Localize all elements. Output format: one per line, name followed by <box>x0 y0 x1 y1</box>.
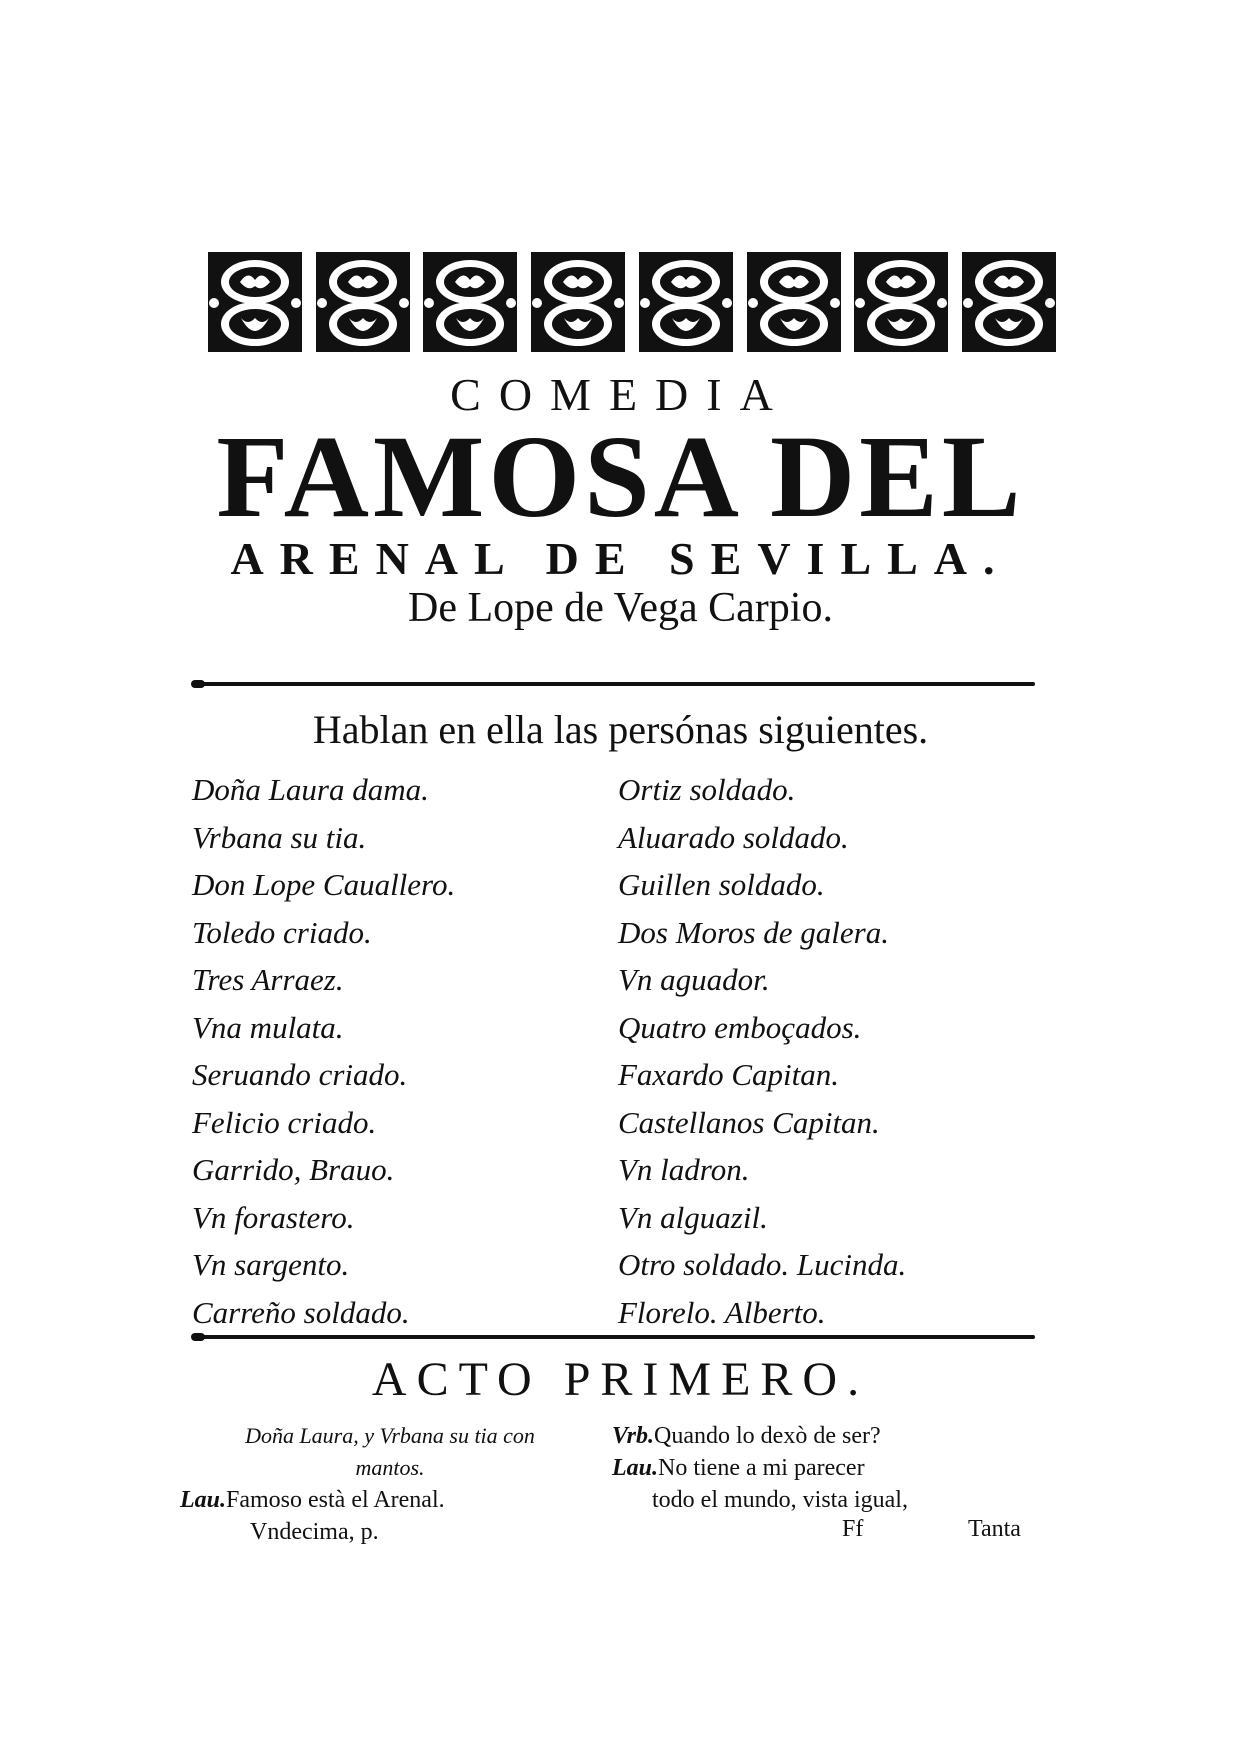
play-column-right <box>612 1420 1052 1516</box>
cast-item: Ortiz soldado. <box>618 772 796 807</box>
title-comedia: COMEDIA <box>450 369 791 420</box>
cast-item: Florelo. Alberto. <box>618 1294 826 1330</box>
ornament-icon <box>208 252 302 352</box>
ornament-icon <box>531 252 625 352</box>
cast-item: Guillen soldado. <box>618 867 825 902</box>
speaker-label: Vrb. <box>612 1423 655 1449</box>
cast-item: Vn sargento. <box>192 1247 350 1282</box>
ornament-icon <box>316 252 410 352</box>
cast-item: Don Lope Cauallero. <box>192 867 456 902</box>
cast-list-left <box>192 766 455 1336</box>
ornament-icon <box>639 252 733 352</box>
verse-line: Famoso està el Arenal. <box>226 1487 445 1513</box>
title-famosa-del: FAMOSA DEL <box>216 411 1025 542</box>
cast-item: Castellanos Capitan. <box>618 1104 880 1140</box>
cast-item: Aluarado soldado. <box>618 819 849 855</box>
signature-mark: Ff <box>842 1516 864 1542</box>
cast-item: Doña Laura dama. <box>192 772 429 807</box>
speaker-label: Lau. <box>180 1487 227 1513</box>
cast-item: Vn aguador. <box>618 962 770 997</box>
cast-item: Vn ladron. <box>618 1152 750 1187</box>
speaker-label: Lau. <box>612 1455 659 1481</box>
divider-rule <box>197 1335 1035 1339</box>
cast-item: Felicio criado. <box>192 1104 377 1140</box>
cast-item: Vn forastero. <box>192 1199 355 1235</box>
author-line: De Lope de Vega Carpio. <box>408 585 833 631</box>
cast-item: Toledo criado. <box>192 914 372 950</box>
catchword: Tanta <box>968 1516 1021 1542</box>
ornament-icon <box>423 252 517 352</box>
stage-direction: Doña Laura, y Vrbana su tia con mantos. <box>245 1423 535 1480</box>
cast-item: Carreño soldado. <box>192 1294 410 1330</box>
ornament-icon <box>854 252 948 352</box>
cast-item: Vn alguazil. <box>618 1199 768 1235</box>
cast-item: Vrbana su tia. <box>192 819 367 855</box>
cast-item: Otro soldado. Lucinda. <box>618 1247 907 1282</box>
cast-item: Garrido, Brauo. <box>192 1152 395 1187</box>
divider-rule <box>197 682 1035 686</box>
verse-line: Vndecima, p. <box>250 1519 379 1545</box>
cast-item: Faxardo Capitan. <box>618 1057 840 1092</box>
cast-heading: Hablan en ella las persónas siguientes. <box>312 707 929 752</box>
cast-list-right <box>618 766 906 1336</box>
verse-line: todo el mundo, vista igual, <box>652 1487 908 1513</box>
act-title: ACTO PRIMERO. <box>371 1353 870 1406</box>
ornament-icon <box>962 252 1056 352</box>
ornament-icon <box>747 252 841 352</box>
cast-item: Seruando criado. <box>192 1057 408 1092</box>
verse-line: No tiene a mi parecer <box>658 1455 865 1481</box>
verse-line: Quando lo dexò de ser? <box>654 1423 881 1449</box>
cast-item: Quatro emboçados. <box>618 1009 862 1045</box>
cast-item: Vna mulata. <box>192 1009 344 1045</box>
cast-item: Dos Moros de galera. <box>618 914 889 950</box>
play-column-left <box>180 1420 580 1548</box>
title-arenal: ARENAL DE SEVILLA. <box>230 533 1011 584</box>
ornament-band <box>208 252 1056 352</box>
cast-item: Tres Arraez. <box>192 962 344 997</box>
